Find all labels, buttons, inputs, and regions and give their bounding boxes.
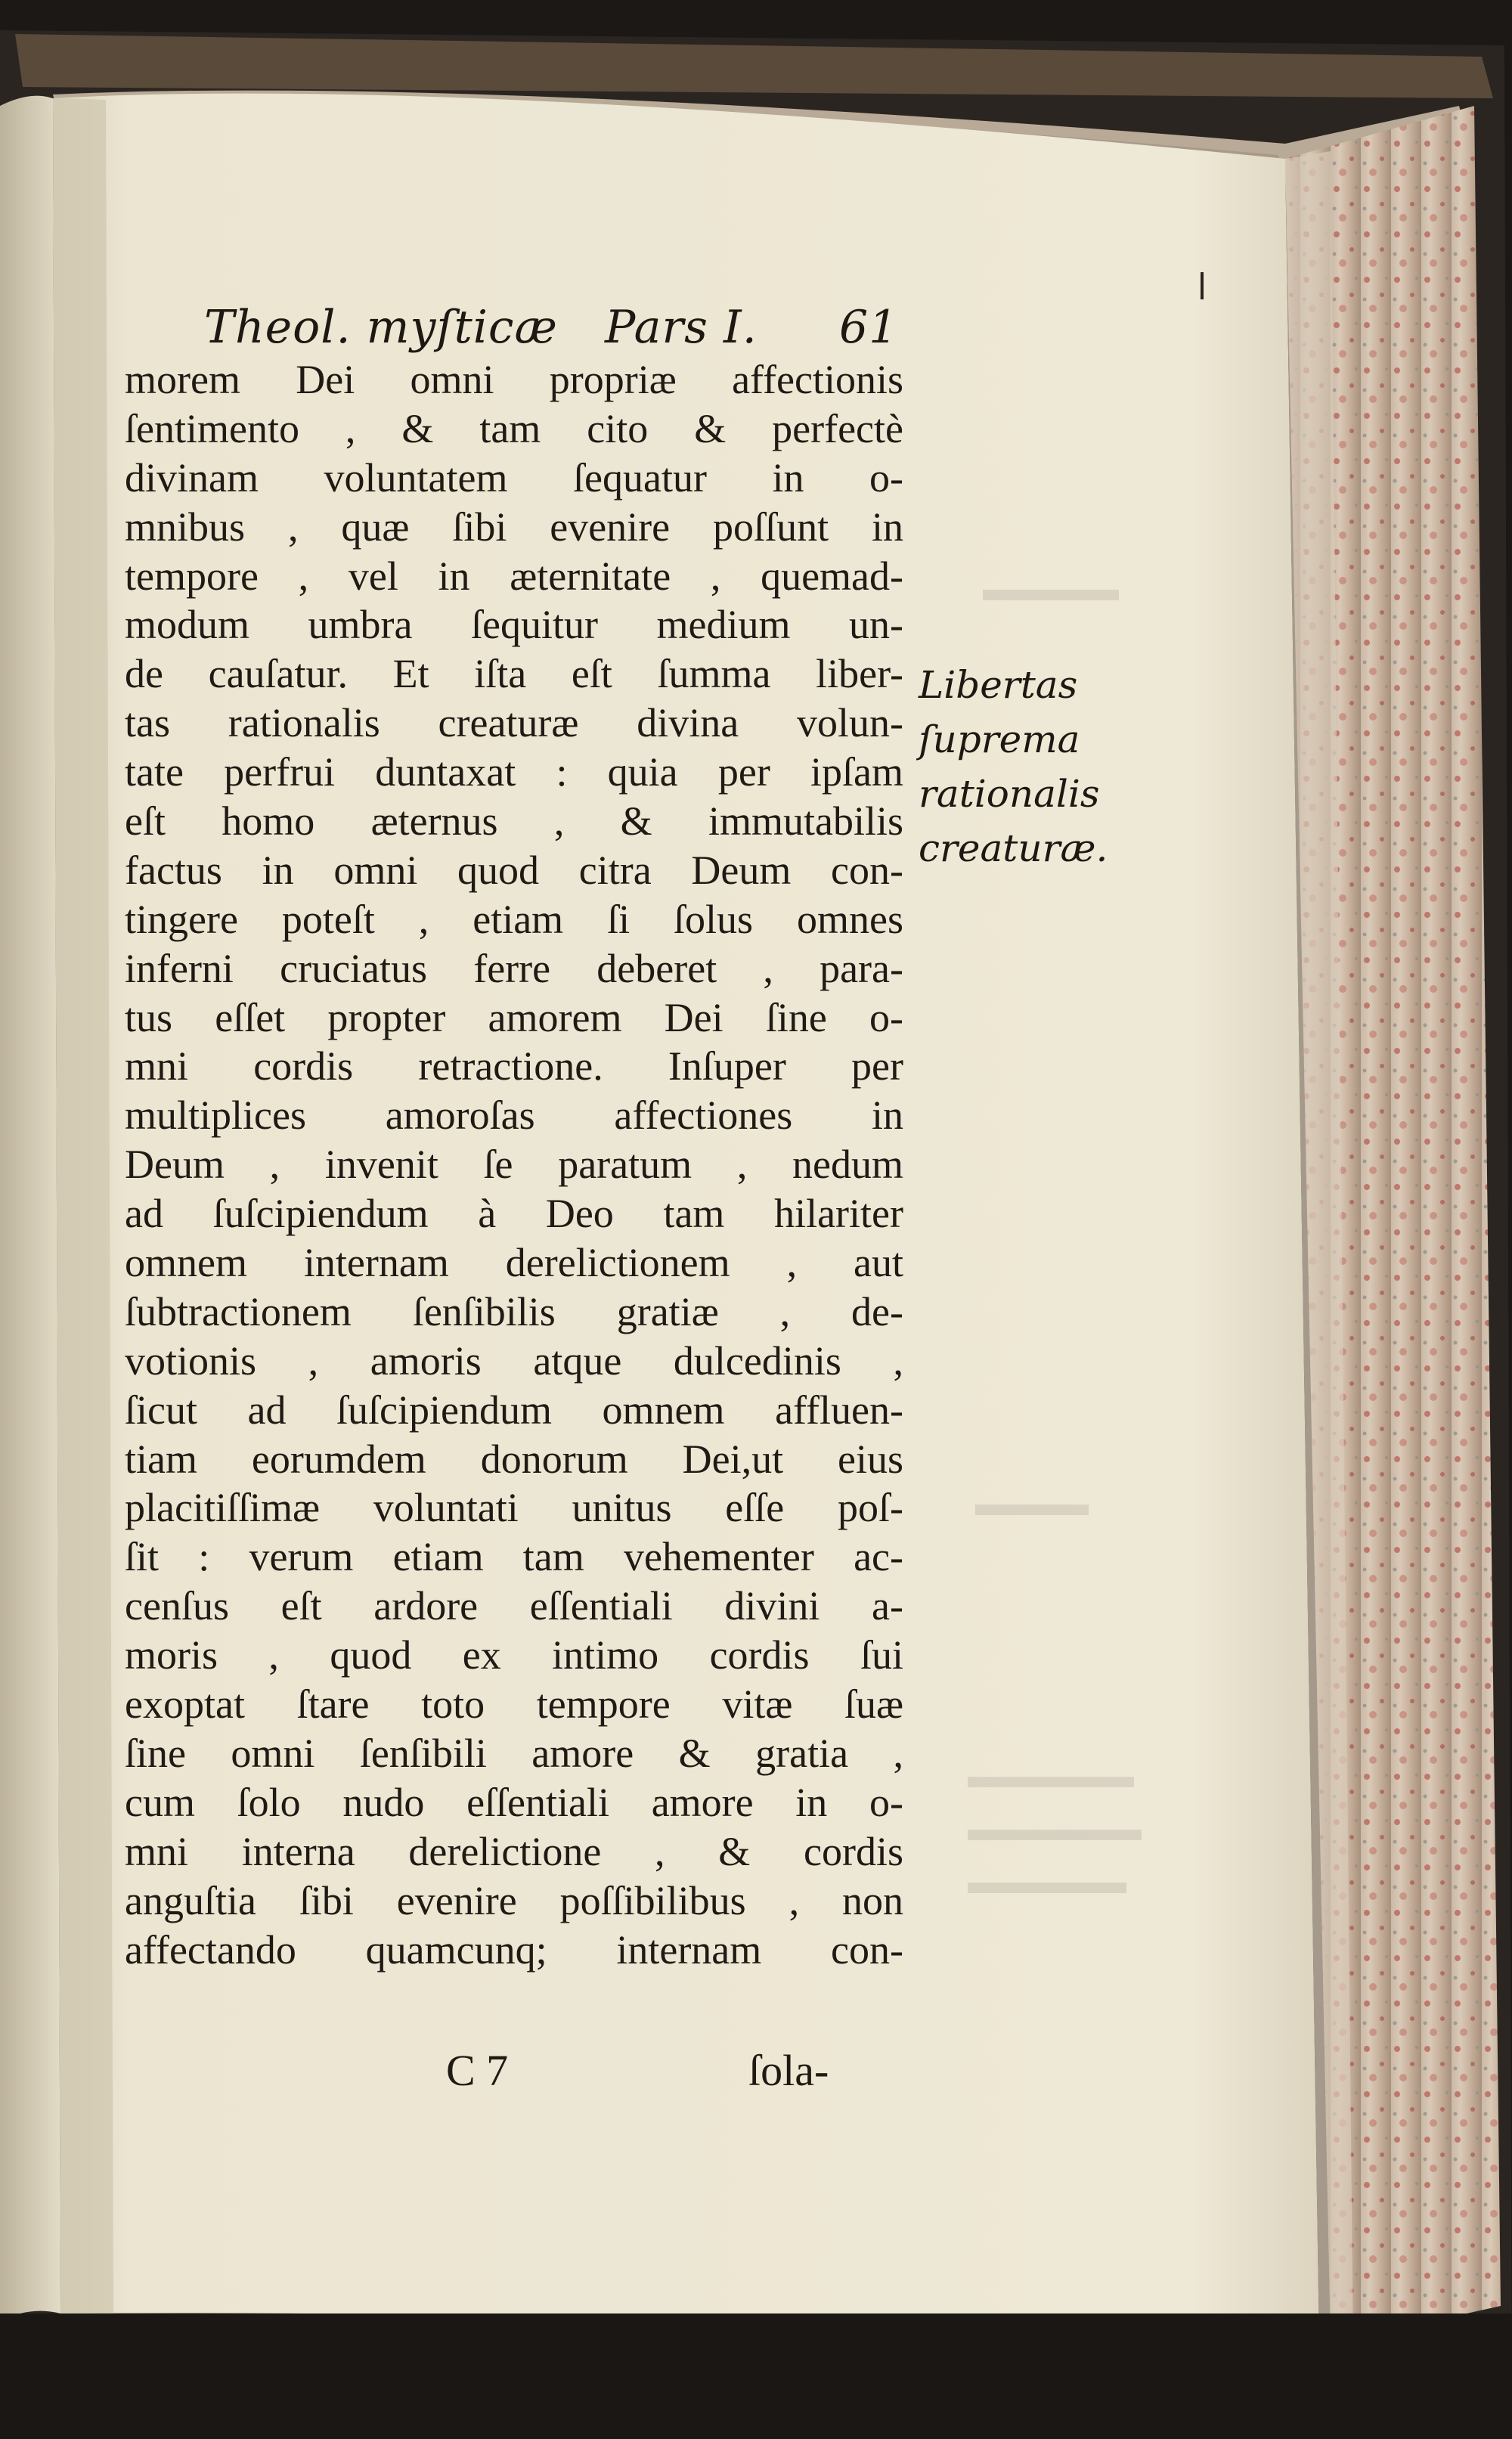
text-line: morem Dei omni propriæ affectionis <box>125 357 903 402</box>
text-line: modum umbra ſequitur medium un- <box>125 602 903 648</box>
text-line: affectando quamcunq; internam con- <box>125 1926 903 1973</box>
text-line: tas rationalis creaturæ divina volun- <box>125 700 903 746</box>
text-line: eſt homo æternus , & immutabilis <box>125 798 903 845</box>
marginal-note-line: Libertas <box>919 663 1078 707</box>
text-line: mnibus , quæ ſibi evenire poſſunt in <box>125 504 903 550</box>
printer-mark <box>1201 272 1204 299</box>
text-line: tate perfrui duntaxat : quia per ipſam <box>125 749 903 795</box>
running-head-title: Theol. myſticæ <box>204 301 558 354</box>
text-line: tus eſſet propter amorem Dei ſine o- <box>125 994 903 1040</box>
text-line: tiam eorumdem donorum Dei,ut eius <box>125 1436 903 1482</box>
text-line: ſine omni ſenſibili amore & gratia , <box>125 1730 903 1776</box>
text-line: tingere poteſt , etiam ſi ſolus omnes <box>125 896 903 942</box>
text-line: exoptat ſtare toto tempore vitæ ſuæ <box>125 1681 903 1728</box>
text-line: votionis , amoris atque dulcedinis , <box>125 1337 903 1384</box>
page-number: 61 <box>839 301 899 354</box>
page-footer <box>446 2045 900 2106</box>
text-line: Deum , invenit ſe paratum , nedum <box>125 1142 903 1188</box>
text-line: ſentimento , & tam cito & perfectè <box>125 405 903 451</box>
running-head-part: Pars I. <box>605 301 758 354</box>
text-line: mni interna derelictione , & cordis <box>125 1828 903 1874</box>
marginal-note-line: ſuprema <box>919 717 1080 761</box>
text-line: placitiſſimæ voluntati unitus eſſe poſ- <box>125 1485 903 1531</box>
text-line: tempore , vel in æternitate , quemad- <box>125 553 903 599</box>
text-line: divinam voluntatem ſequatur in o- <box>125 454 903 501</box>
text-line: inferni cruciatus ferre deberet , para- <box>125 945 903 991</box>
text-line: mni cordis retractione. Inſuper per <box>125 1043 903 1089</box>
text-line: omnem internam derelictionem , aut <box>125 1240 903 1286</box>
text-line: factus in omni quod citra Deum con- <box>125 847 903 893</box>
text-line: ſicut ad ſuſcipiendum omnem affluen- <box>125 1387 903 1433</box>
text-line: cum ſolo nudo eſſentiali amore in o- <box>125 1779 903 1825</box>
text-line: ſubtractionem ſenſibilis gratiæ , de- <box>125 1288 903 1334</box>
text-line: moris , quod ex intimo cordis ſui <box>125 1632 903 1678</box>
text-line: ſit : verum etiam tam vehementer ac- <box>125 1534 903 1580</box>
body-text <box>125 355 903 1974</box>
text-line: ad ſuſcipiendum à Deo tam hilariter <box>125 1191 903 1237</box>
marginal-note-line: rationalis <box>919 772 1100 816</box>
marginal-note-line: creaturæ. <box>919 826 1108 870</box>
text-line: anguſtia ſibi evenire poſſibilibus , non <box>125 1877 903 1923</box>
catchword: ſola- <box>748 2046 829 2095</box>
marginal-note <box>919 658 1145 875</box>
text-line: cenſus eſt ardore eſſentiali divini a- <box>125 1583 903 1629</box>
text-line: de cauſatur. Et iſta eſt ſumma liber- <box>125 651 903 697</box>
signature-mark: C 7 <box>446 2046 509 2095</box>
text-line: multiplices amoroſas affectiones in <box>125 1092 903 1139</box>
